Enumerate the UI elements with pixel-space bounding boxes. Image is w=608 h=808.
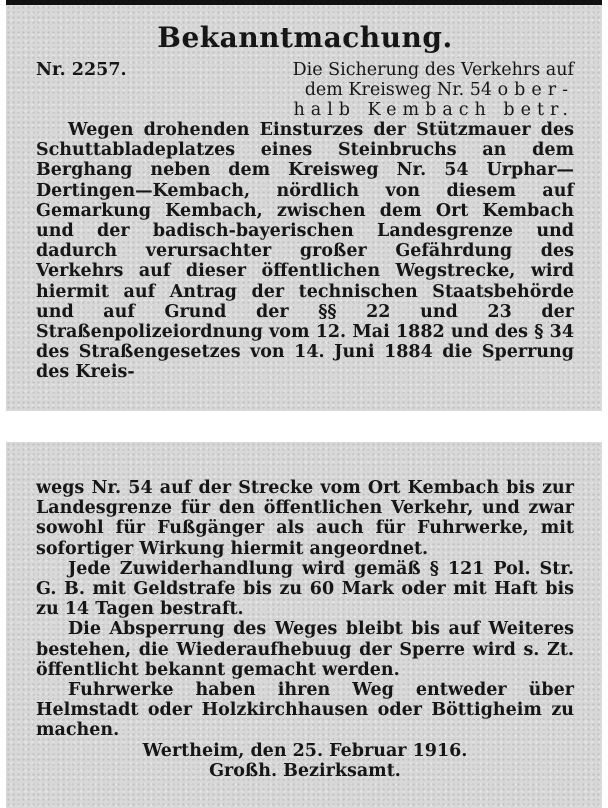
clipping-top: [6, 0, 602, 411]
announcement-heading: Bekanntmachung.: [157, 21, 453, 54]
continuation-paragraph: wegs Nr. 54 auf der Strecke vom Ort Kembach bis zur Landesgrenze für den öffentlichen Verkehr, und zwar sowohl für Fußgänger als auch für Fuhrwerke, mit sofortiger Wirkung hiermit angeordnet.: [36, 478, 574, 559]
clipping-bottom: [6, 442, 602, 808]
body-paragraph: Wegen drohenden Einsturzes der Stützmauer des Schuttabladeplatzes eines Steinbruchs an dem Berghang neben dem Kreisweg Nr. 54 Urphar—Dertingen—Kembach, nördlich von diesem auf Gemarkung Kembach, zwischen dem Ort Kembach und der badisch-bayerischen Landesgrenze und dadurch verursachter großer Gefährdung des Verkehrs auf dieser öffentlichen Wegstrecke, wird hiermit auf Antrag der technischen Staatsbehörde und auf Grund der §§ 22 und 23 der Straßenpolizeiordnung vom 12. Mai 1882 und des § 34 des Straßengesetzes von 14. Juni 1884 die Sperrung des Kreis-: [36, 120, 574, 383]
top-rule: [6, 0, 602, 5]
detour-paragraph: Fuhrwerke haben ihren Weg entweder über Helmstadt oder Holzkirchhausen oder Böttigheim zu machen.: [36, 680, 574, 741]
penalty-paragraph: Jede Zuwiderhandlung wird gemäß § 121 Pol. Str. G. B. mit Geldstrafe bis zu 60 Mark oder mit Haft bis zu 14 Tagen bestraft.: [36, 558, 574, 620]
subject-line-2-text: dem Kreisweg Nr. 54: [304, 80, 493, 100]
subject-line-2-spaced: ober-: [497, 80, 574, 100]
announcement-number: Nr. 2257.: [36, 60, 127, 80]
place-date: Wertheim, den 25. Februar 1916.: [142, 740, 468, 761]
subject-text: [206, 60, 574, 120]
subject-block: [36, 60, 574, 120]
subject-line-2: [206, 80, 574, 100]
subject-line-1: Die Sicherung des Verkehrs auf: [292, 60, 574, 80]
issuing-authority: Großh. Bezirksamt.: [209, 760, 401, 781]
closure-paragraph: Die Absperrung des Weges bleibt bis auf Weiteres bestehen, die Wiederaufhebuug der Sperre wird s. Zt. öffentlicht bekannt gemacht werden.: [36, 619, 574, 680]
subject-line-3: halb Kembach betr.: [293, 100, 574, 120]
